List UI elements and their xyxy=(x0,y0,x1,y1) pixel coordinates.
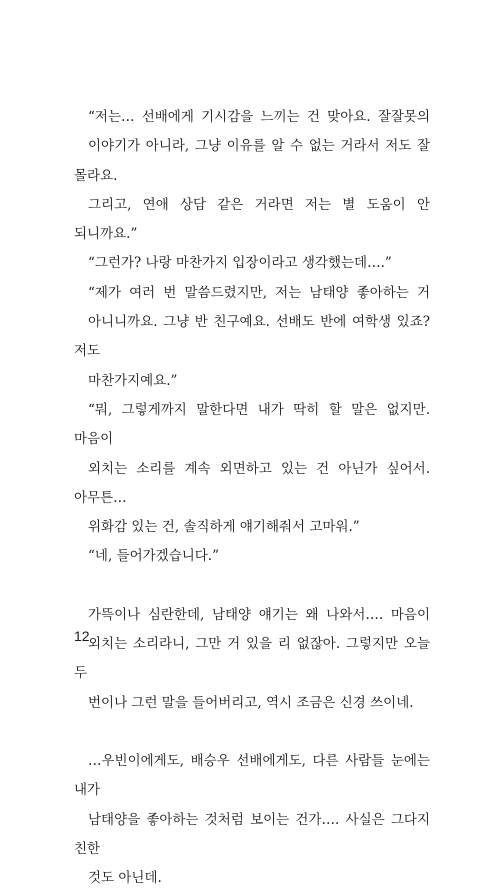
text-line: “그런가? 나랑 마찬가지 입장이라고 생각했는데….” xyxy=(88,255,392,272)
dialogue-paragraph xyxy=(74,279,430,396)
text-line: “저는… 선배에게 기시감을 느끼는 건 맞아요. 잘잘못의 xyxy=(88,109,430,125)
text-line: 것도 아닌데. xyxy=(88,870,162,887)
narration-paragraph xyxy=(74,601,430,718)
page-number: 12 xyxy=(74,628,90,644)
paragraph-gap xyxy=(74,718,430,747)
narration-paragraph xyxy=(74,747,430,893)
text-line: 남태양을 좋아하는 것처럼 보이는 건가…. 사실은 그다지 친한 xyxy=(74,811,430,857)
text-line: 그리고, 연애 상담 같은 거라면 저는 별 도움이 안 되니까요.” xyxy=(74,196,430,243)
text-line: 아니니까요. 그냥 반 친구예요. 선배도 반에 여학생 있죠? 저도 xyxy=(74,314,430,360)
text-line: …우빈이에게도, 배승우 선배에게도, 다른 사람들 눈에는 내가 xyxy=(74,752,430,799)
text-line: 외치는 소리를 계속 외면하고 있는 건 아닌가 싶어서. 아무튼… xyxy=(74,460,430,506)
paragraph-gap xyxy=(74,572,430,601)
body-text xyxy=(74,103,430,893)
dialogue-paragraph xyxy=(74,396,430,542)
text-line: “뭐, 그렇게까지 말한다면 내가 딱히 할 말은 없지만. 마음이 xyxy=(74,401,430,448)
dialogue-paragraph xyxy=(74,542,430,571)
text-line: 번이나 그런 말을 들어버리고, 역시 조금은 신경 쓰이네. xyxy=(88,694,414,711)
dialogue-paragraph xyxy=(74,249,430,278)
text-line: 이야기가 아니라, 그냥 이유를 알 수 없는 거라서 저도 잘 몰라요. xyxy=(74,138,430,184)
text-line: 위화감 있는 건, 솔직하게 얘기해줘서 고마워.” xyxy=(88,519,360,536)
text-line: “제가 여러 번 말씀드렸지만, 저는 남태양 좋아하는 거 xyxy=(88,284,430,301)
text-line: 외치는 소리라니, 그만 거 있을 리 없잖아. 그렇지만 오늘 두 xyxy=(74,636,430,682)
text-line: 가뜩이나 심란한데, 남태양 얘기는 왜 나와서…. 마음이 xyxy=(88,606,430,623)
text-line: 마찬가지예요.” xyxy=(88,372,178,389)
text-line: “네, 들어가겠습니다.” xyxy=(88,548,220,565)
dialogue-paragraph xyxy=(74,103,430,249)
